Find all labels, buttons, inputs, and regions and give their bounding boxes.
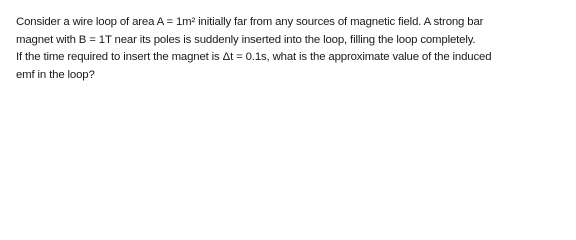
question-line-2: magnet with B = 1T near its poles is suddenly inserted into the loop, filling the loop completely. [16, 33, 476, 46]
question-text [16, 14, 572, 84]
question-line-4: emf in the loop? [16, 68, 95, 81]
question-line-3: If the time required to insert the magnet is Δt = 0.1s, what is the approximate value of the induced [16, 51, 492, 63]
question-line-1: Consider a wire loop of area A = 1m² initially far from any sources of magnetic field. A strong bar [16, 16, 484, 28]
